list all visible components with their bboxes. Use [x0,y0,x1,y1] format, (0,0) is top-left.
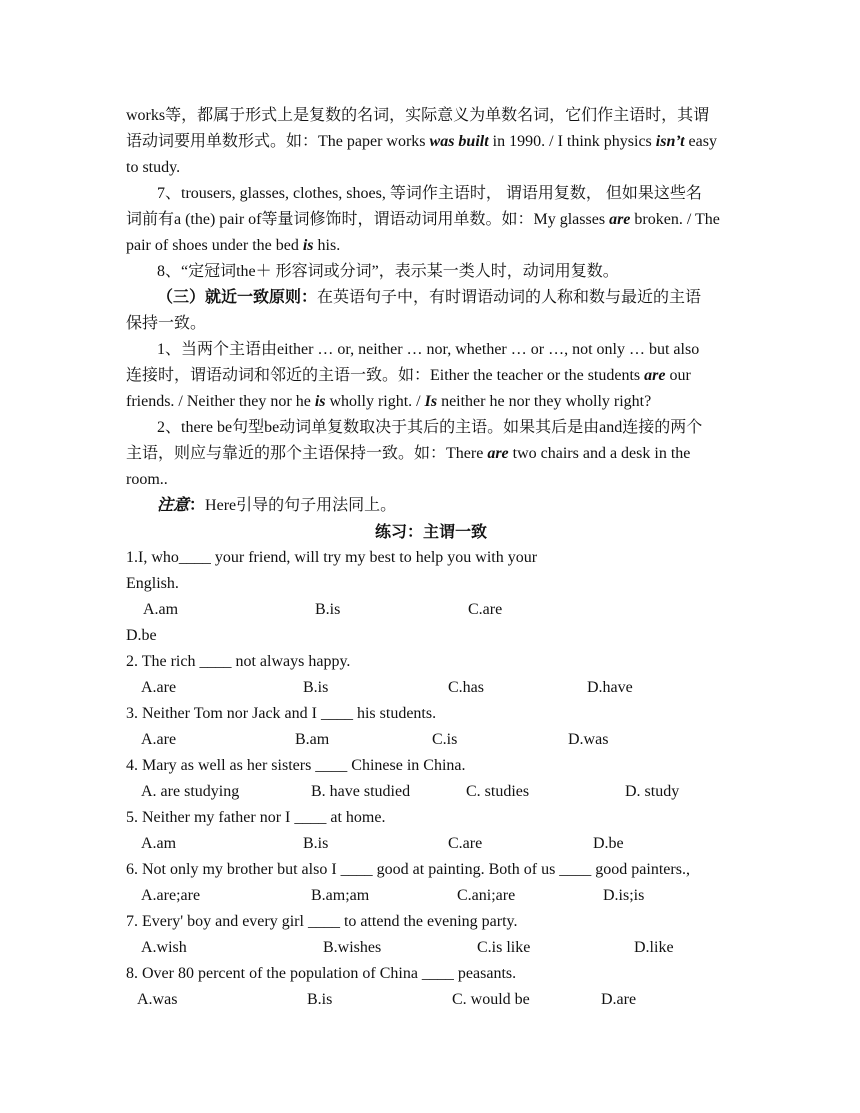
text-line [157,259,619,285]
option: D.be [593,835,624,852]
option: A. are studying [141,783,240,800]
option: A.am [141,835,177,852]
text: wholly right. / [325,393,425,410]
option: B.am [295,731,330,748]
text: neither he nor they wholly right? [437,393,652,410]
text: in 1990. / I think physics [488,133,656,150]
text: broken. / The [630,211,720,228]
text-line [126,363,691,389]
option: C. would be [452,991,530,1008]
option: A.are [141,731,177,748]
emphasis: was built [429,133,489,150]
text: works等，都属于形式上是复数的名词，实际意义为单数名词，它们作主语时，其谓 [126,107,710,124]
note-label: 注意 [157,497,190,514]
option: C.are [448,835,483,852]
question-stem: 5. Neither my father nor I ____ at home. [126,809,386,826]
note-colon: ： [189,497,206,514]
option: C.are [468,601,503,618]
text: room.. [126,471,168,488]
text-line [126,467,168,493]
option: D.is;is [603,887,645,904]
note-line [157,493,396,519]
text: friends. / Neither they nor he [126,393,315,410]
option: B.is [303,835,329,852]
question-stem: 2. The rich ____ not always happy. [126,653,351,670]
text-line [157,415,702,441]
text: 2、there be句型be动词单复数取决于其后的主语。如果其后是由and连接的两个 [157,419,703,436]
emphasis: isn’t [655,133,685,150]
question-stem: 1.I, who____ your friend, will try my best to help you with your [126,549,538,566]
option: B.is [307,991,333,1008]
text-line [157,181,702,207]
text: 1、当两个主语由either … or, neither … nor, whether … or …, not only … but also [157,341,700,358]
text: our [665,367,691,384]
question-stem: 6. Not only my brother but also I ____ good at painting. Both of us ____ good painters., [126,861,690,878]
question-stem: English. [126,575,179,592]
option: C.is [432,731,458,748]
question-stem: 3. Neither Tom nor Jack and I ____ his students. [126,705,437,722]
text: 7、trousers, glasses, clothes, shoes, 等词作主语时， 谓语用复数， 但如果这些名 [157,185,702,202]
emphasis: is [302,237,314,254]
question-stem: 4. Mary as well as her sisters ____ Chinese in China. [126,757,466,774]
text-line [126,389,651,415]
question-stem: 8. Over 80 percent of the population of China ____ peasants. [126,965,517,982]
option: B.is [303,679,329,696]
option: B.wishes [323,939,382,956]
text: pair of shoes under the bed [126,237,303,254]
text: 连接时，谓语动词和邻近的主语一致。如：Either the teacher or the students [126,367,645,384]
text: 保持一致。 [126,315,207,332]
emphasis: is [314,393,326,410]
option: A.are;are [141,887,201,904]
option: B.is [315,601,341,618]
emphasis: are [487,445,509,462]
text-line [126,207,720,233]
option: A.am [143,601,179,618]
text-line [126,103,709,129]
option: C.has [448,679,484,696]
emphasis: Is [424,393,438,410]
text: 语动词要用单数形式。如：The paper works [126,133,430,150]
option: A.was [137,991,178,1008]
text-line [126,155,180,181]
option: C.ani;are [457,887,516,904]
option: D.have [587,679,633,696]
emphasis: are [644,367,666,384]
emphasis: are [609,211,631,228]
text-line [157,337,699,363]
text: 8、“定冠词the＋ 形容词或分词”，表示某一类人时，动词用复数。 [157,263,619,280]
text: 在英语句子中，有时谓语动词的人称和数与最近的主语 [317,289,702,306]
option: D. study [625,783,680,800]
option: D.be [126,627,157,644]
text: to study. [126,159,181,176]
option: C.is like [477,939,531,956]
text-line [126,441,690,467]
text: 词前有a (the) pair of等量词修饰时，谓语动词用单数。如：My glasses [126,211,610,228]
text: 主语，则应与靠近的那个主语保持一致。如：There [126,445,488,462]
option: B. have studied [311,783,411,800]
option: C. studies [466,783,530,800]
text-line [126,311,206,337]
exercise-title: 练习：主谓一致 [374,522,487,541]
option: B.am;am [311,887,370,904]
text-line [126,233,340,259]
question-stem: 7. Every' boy and every girl ____ to attend the evening party. [126,913,518,930]
text: his. [313,237,341,254]
text-line [126,129,717,155]
option: A.are [141,679,177,696]
note-text: Here引导的句子用法同上。 [205,497,397,514]
section-heading: （三）就近一致原则： [157,289,318,306]
text: two chairs and a desk in the [508,445,691,462]
option: A.wish [141,939,187,956]
text-line [157,285,701,311]
option: D.was [568,731,609,748]
text: easy [684,133,717,150]
option: D.like [634,939,674,956]
option: D.are [601,991,637,1008]
